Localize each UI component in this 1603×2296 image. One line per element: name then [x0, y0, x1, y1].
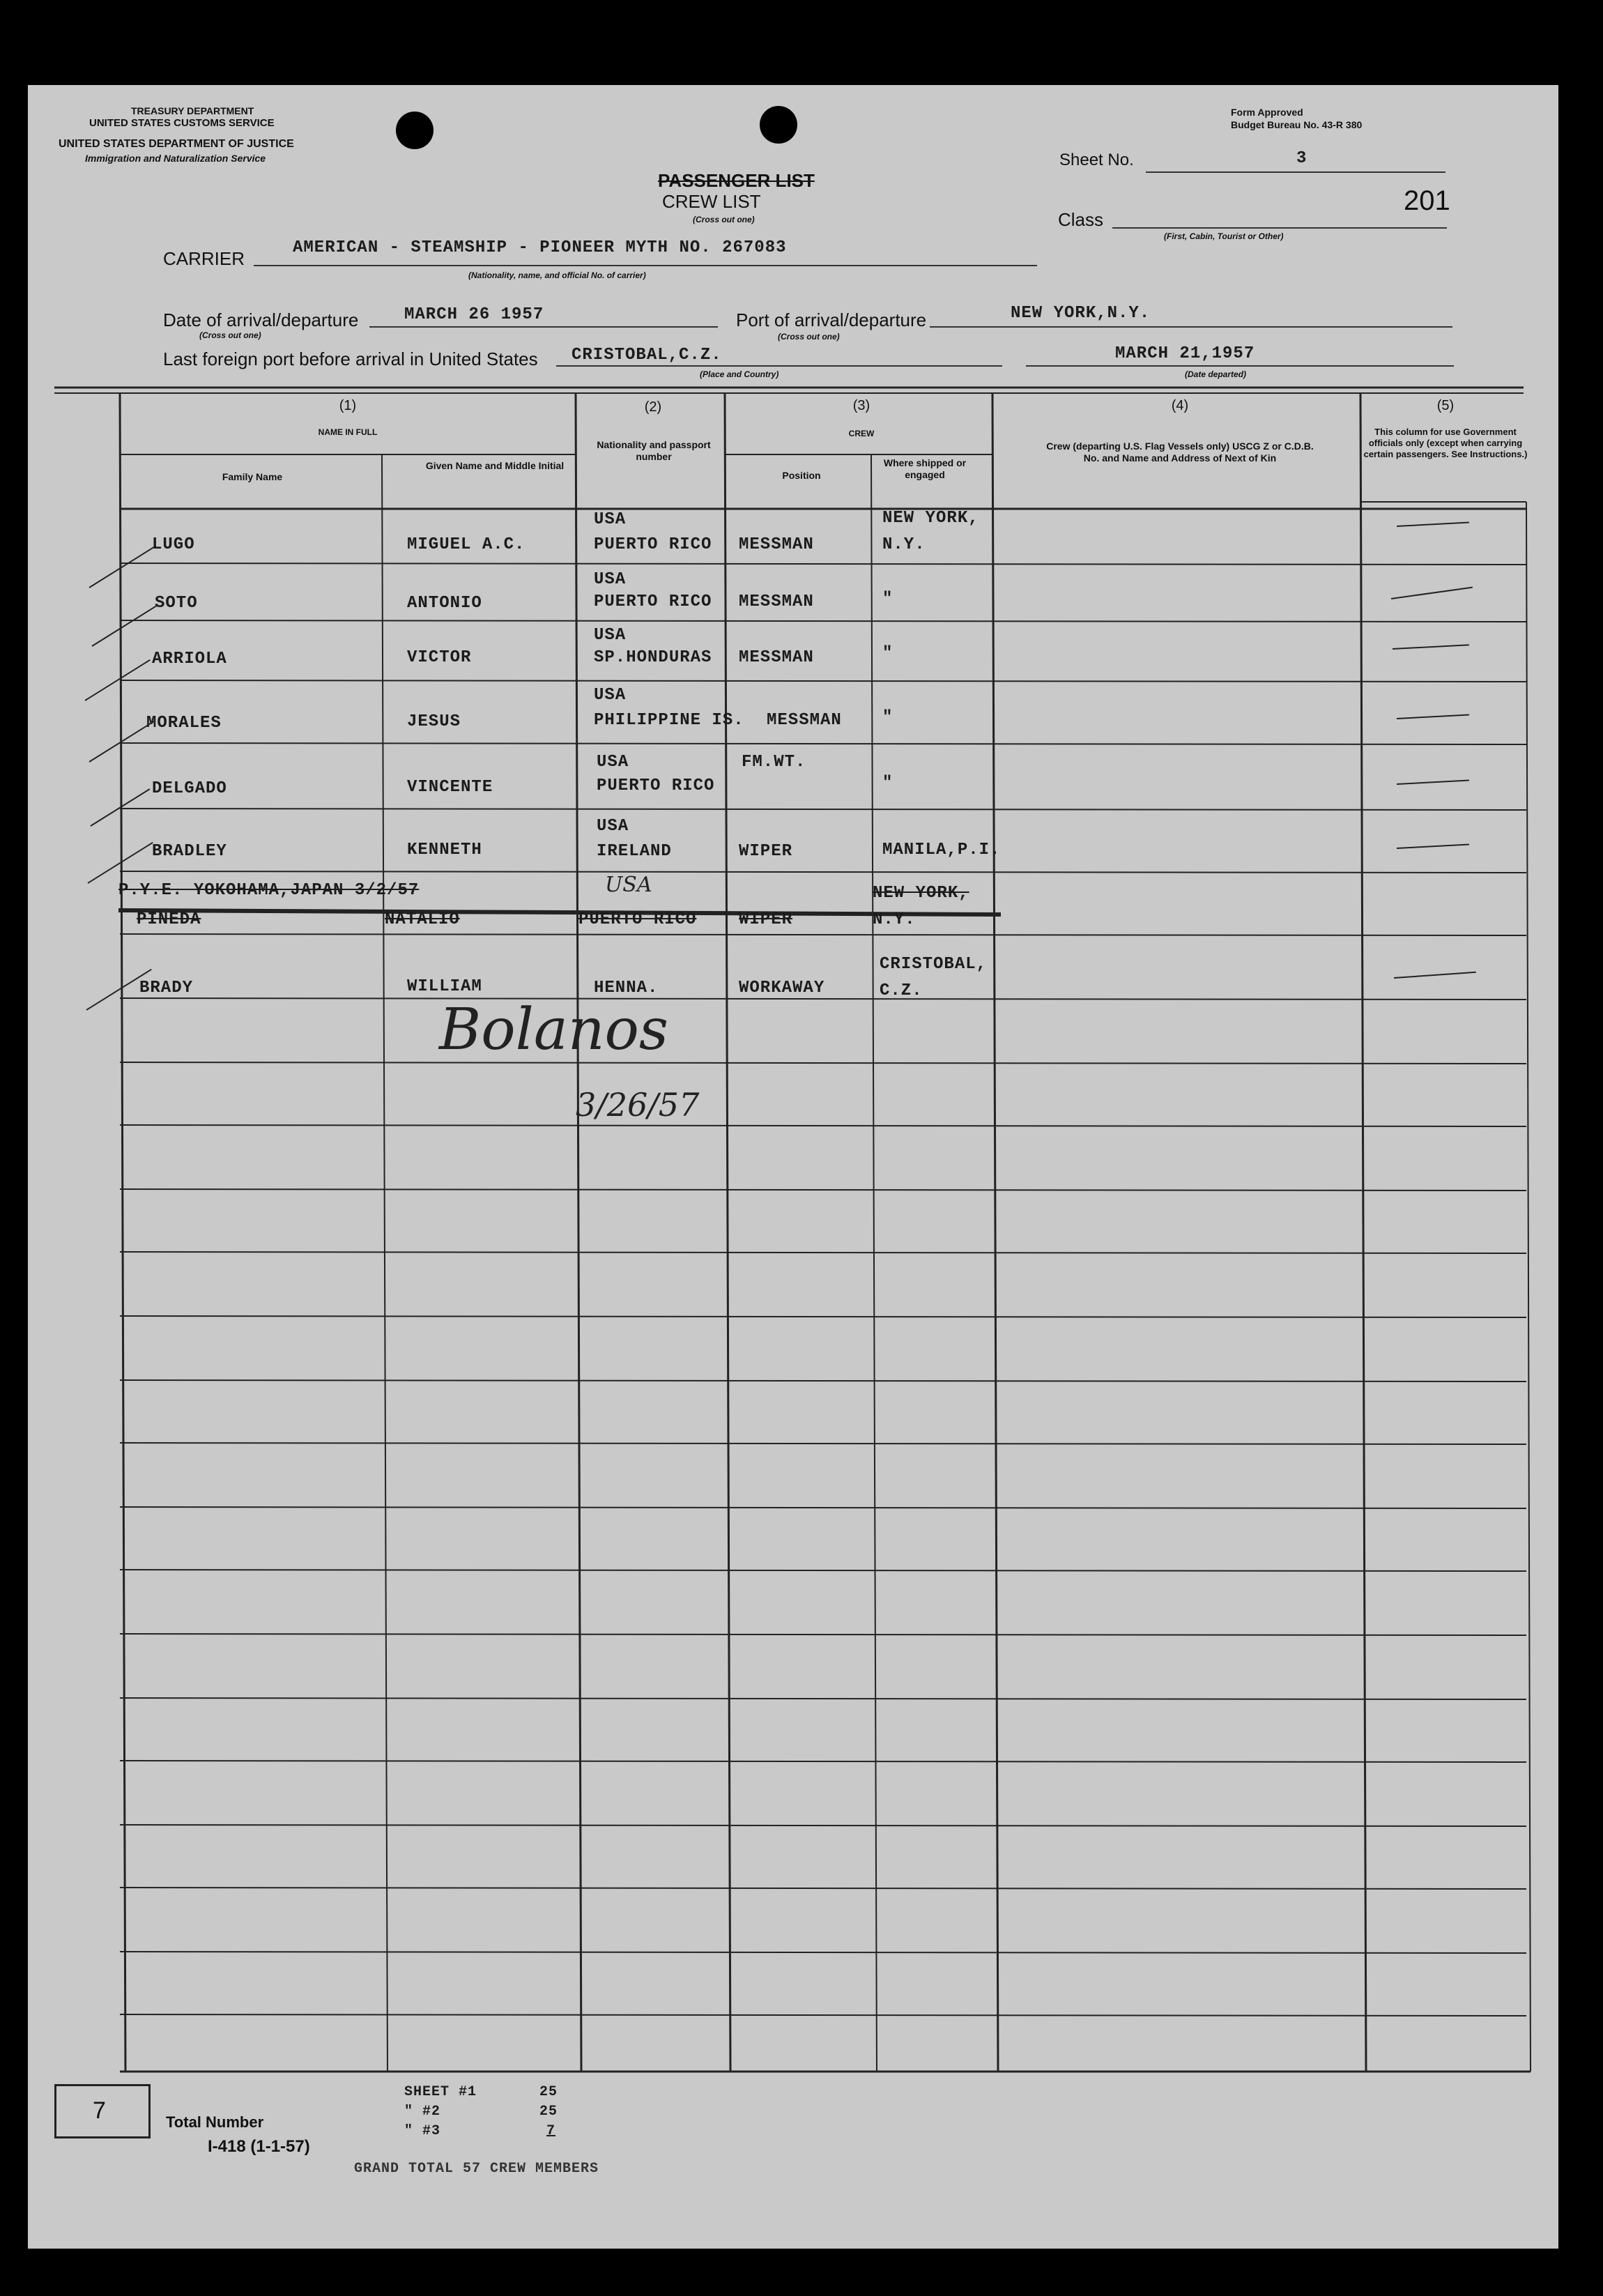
row-given: JESUS	[407, 712, 461, 731]
struck-nat-hand: USA	[605, 873, 652, 897]
col1b-header: Given Name and Middle Initial	[425, 460, 565, 471]
struck-position: WIPER	[739, 910, 793, 929]
row-nat: HENNA.	[594, 979, 659, 997]
col1a-header: Family Name	[222, 471, 283, 482]
row-shipped1: "	[882, 774, 893, 793]
dept-customs: UNITED STATES CUSTOMS SERVICE	[89, 117, 275, 129]
tally-sheet1-label: SHEET #1	[404, 2084, 477, 2100]
carrier-label: CARRIER	[163, 248, 245, 269]
row-shipped1: "	[882, 590, 893, 609]
row-shipped1: "	[882, 644, 893, 663]
col3-header: CREW	[848, 429, 875, 438]
signature-date: 3/26/57	[576, 1086, 700, 1124]
carrier-hint: (Nationality, name, and official No. of carrier)	[468, 270, 646, 280]
struck-shipped2: N.Y.	[873, 910, 916, 929]
budget-bureau: Budget Bureau No. 43-R 380	[1231, 119, 1363, 130]
inspector-signature: Bolanos	[439, 997, 669, 1063]
tally-sheet3-value: 7	[546, 2123, 556, 2139]
grand-total: GRAND TOTAL 57 CREW MEMBERS	[354, 2161, 599, 2177]
date-arrival-label: Date of arrival/departure	[163, 309, 359, 330]
form-approved: Form Approved	[1231, 107, 1303, 118]
col3-number: (3)	[852, 398, 870, 413]
col2-number: (2)	[644, 399, 662, 415]
col3a-header: Position	[782, 470, 821, 481]
row-nat1: USA	[597, 817, 629, 836]
sheet-label: Sheet No.	[1059, 151, 1134, 169]
col3b-header: Where shipped or engaged	[883, 457, 967, 480]
row-position: MESSMAN	[739, 535, 814, 554]
row-nat1: USA	[594, 626, 627, 645]
row-position: MESSMAN	[767, 711, 842, 730]
title-cross-out: (Cross out one)	[693, 215, 755, 224]
row-nat1: USA	[594, 570, 627, 589]
page-number: 201	[1404, 185, 1450, 216]
row-shipped1: MANILA,P.I.	[882, 841, 1001, 859]
port-hint: (Cross out one)	[778, 332, 840, 342]
total-box-value: 7	[93, 2097, 106, 2124]
row-family: ARRIOLA	[152, 650, 227, 668]
dept-treasury: TREASURY DEPARTMENT	[131, 105, 254, 116]
carrier-value: AMERICAN - STEAMSHIP - PIONEER MYTH NO. 267083	[293, 238, 787, 257]
row-family: BRADLEY	[152, 842, 227, 861]
last-port-value: CRISTOBAL,C.Z.	[572, 346, 722, 365]
row-nat2: PHILIPPINE IS.	[594, 711, 744, 730]
row-family: MORALES	[146, 714, 222, 733]
row-position: WORKAWAY	[739, 979, 825, 997]
tally-sheet3-label: " #3	[404, 2123, 441, 2139]
row-family: LUGO	[152, 535, 195, 554]
tally-sheet2-value: 25	[539, 2104, 558, 2120]
port-value: NEW YORK,N.Y.	[1011, 304, 1151, 323]
date-departed-hint: (Date departed)	[1185, 369, 1247, 379]
row-shipped1: CRISTOBAL,	[880, 955, 988, 974]
last-port-label: Last foreign port before arrival in United States	[163, 349, 538, 369]
row-position: MESSMAN	[739, 648, 814, 667]
form-code: I-418 (1-1-57)	[208, 2137, 310, 2156]
row-position: WIPER	[739, 842, 793, 861]
struck-nat2: PUERTO RICO	[578, 910, 697, 929]
col5-number: (5)	[1436, 398, 1455, 413]
date-departed-value: MARCH 21,1957	[1115, 344, 1255, 363]
struck-family: PINEDA	[137, 910, 201, 929]
row-position: FM.WT.	[742, 753, 806, 772]
row-family: SOTO	[155, 594, 198, 613]
col4-number: (4)	[1171, 398, 1189, 413]
class-hint: (First, Cabin, Tourist or Other)	[1164, 231, 1284, 241]
row-nat1: USA	[594, 686, 627, 705]
struck-note: P.Y.E. YOKOHAMA,JAPAN 3/2/57	[118, 881, 420, 900]
dept-justice: UNITED STATES DEPARTMENT OF JUSTICE	[59, 138, 294, 150]
tally-sheet2-label: " #2	[404, 2104, 441, 2120]
row-nat2: PUERTO RICO	[594, 535, 712, 554]
row-nat2: PUERTO RICO	[597, 776, 715, 795]
row-shipped1: NEW YORK,	[882, 509, 979, 528]
row-nat2: SP.HONDURAS	[594, 648, 712, 667]
row-position: MESSMAN	[739, 592, 814, 611]
row-family: DELGADO	[152, 779, 227, 798]
col1-number: (1)	[339, 398, 357, 413]
struck-given: NATALIO	[385, 910, 460, 929]
row-family: BRADY	[139, 979, 194, 997]
col1-header: NAME IN FULL	[318, 427, 378, 437]
date-hint: (Cross out one)	[199, 330, 261, 340]
class-label: Class	[1058, 209, 1104, 230]
sheet-value: 3	[1296, 149, 1307, 168]
row-nat2: IRELAND	[597, 842, 672, 861]
row-given: VICTOR	[407, 648, 472, 667]
total-number-label: Total Number	[166, 2113, 264, 2131]
col5-header: This column for use Government officials only (except when carrying certain passengers. See Instructions.)	[1363, 427, 1528, 459]
row-nat2: PUERTO RICO	[594, 592, 712, 611]
tally-sheet1-value: 25	[539, 2084, 558, 2100]
dept-ins: Immigration and Naturalization Service	[85, 153, 266, 164]
last-port-hint: (Place and Country)	[700, 369, 779, 379]
row-nat1: USA	[597, 753, 629, 772]
row-given: WILLIAM	[407, 977, 482, 996]
col4-header: Crew (departing U.S. Flag Vessels only) USCG Z or C.D.B. No. and Name and Address of Next of Kin	[1046, 441, 1314, 464]
row-given: VINCENTE	[407, 778, 493, 797]
row-given: KENNETH	[407, 841, 482, 859]
date-arrival-value: MARCH 26 1957	[404, 305, 544, 324]
total-box	[54, 2084, 151, 2138]
row-given: MIGUEL A.C.	[407, 535, 526, 554]
row-nat1: USA	[594, 510, 627, 529]
row-shipped2: N.Y.	[882, 535, 926, 554]
col2-header: Nationality and passport number	[597, 439, 711, 462]
row-shipped1: "	[882, 708, 893, 727]
row-shipped2: C.Z.	[880, 981, 923, 1000]
port-label: Port of arrival/departure	[736, 309, 927, 330]
row-given: ANTONIO	[407, 594, 482, 613]
crew-list-title: CREW LIST	[662, 191, 761, 212]
passenger-list-struck: PASSENGER LIST	[658, 170, 815, 191]
struck-shipped1: NEW YORK,	[873, 884, 969, 903]
